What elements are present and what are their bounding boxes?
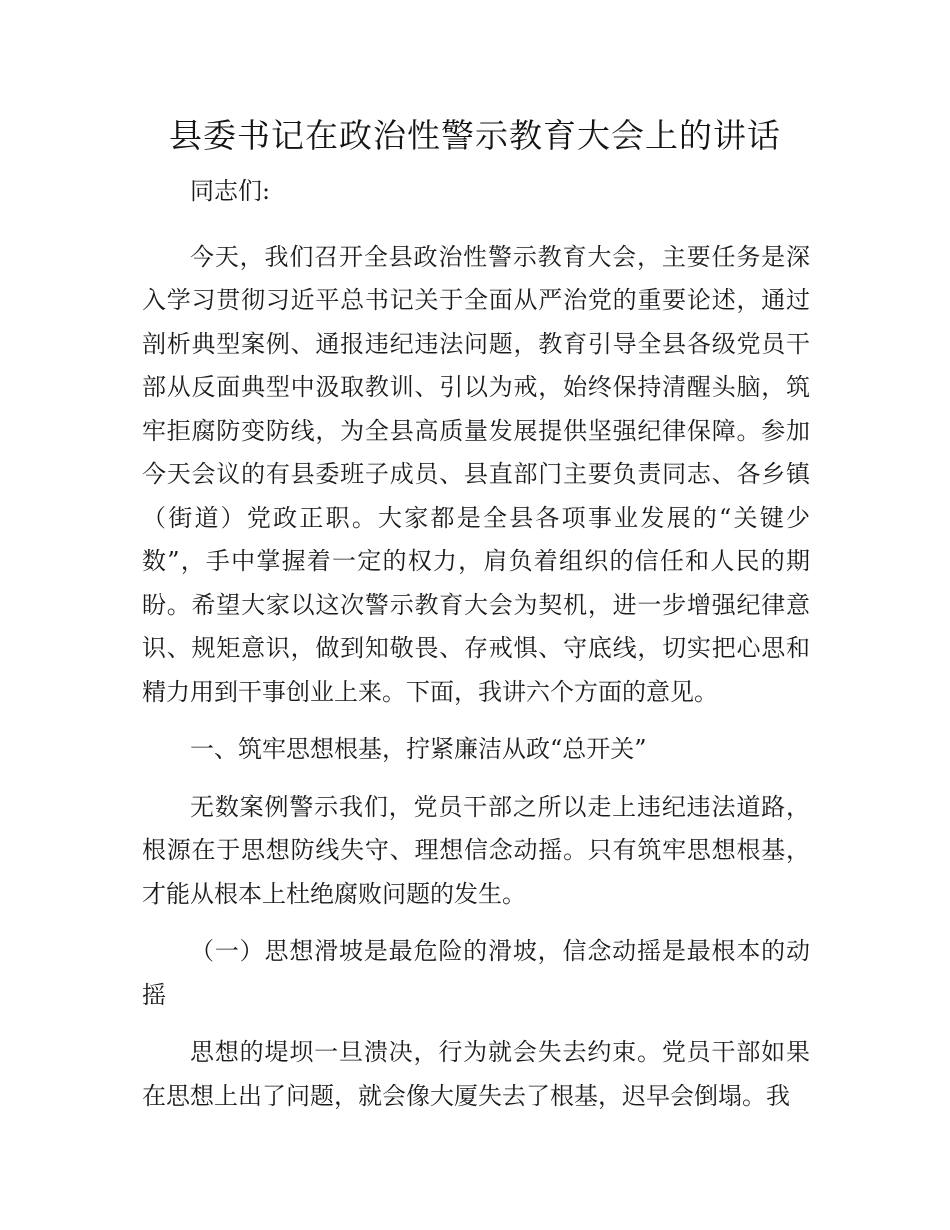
paragraph-section-1: 无数案例警示我们，党员干部之所以走上违纪违法道路，根源在于思想防线失守、理想信念动摇。只有筑牢思想根基，才能从根本上杜绝腐败问题的发生。 bbox=[142, 792, 810, 908]
document-body bbox=[142, 170, 810, 1132]
document-title: 县委书记在政治性警示教育大会上的讲话 bbox=[169, 116, 781, 155]
subsection-heading-1: （一）思想滑坡是最危险的滑坡，信念动摇是最根本的动摇 bbox=[142, 937, 810, 1009]
salutation: 同志们: bbox=[190, 177, 271, 205]
paragraph-subsection-1: 思想的堤坝一旦溃决，行为就会失去约束。党员干部如果在思想上出了问题，就会像大厦失去了根基，迟早会倒塌。我 bbox=[142, 1038, 810, 1110]
paragraph-intro: 今天，我们召开全县政治性警示教育大会，主要任务是深入学习贯彻习近平总书记关于全面从严治党的重要论述，通过剖析典型案例、通报违纪违法问题，教育引导全县各级党员干部从反面典型中汲取教训、引以为戒，始终保持清醒头脑，筑牢拒腐防变防线，为全县高质量发展提供坚强纪律保障。参加今天会议的有县委班子成员、县直部门主要负责同志、各乡镇（街道）党政正职。大家都是全县各项事业发展的“关键少数”，手中掌握着一定的权力，肩负着组织的信任和人民的期盼。希望大家以这次警示教育大会为契机，进一步增强纪律意识、规矩意识，做到知敬畏、存戒惧、守底线，切实把心思和精力用到干事创业上来。下面，我讲六个方面的意见。 bbox=[142, 242, 810, 706]
section-heading-1: 一、筑牢思想根基，拧紧廉洁从政“总开关” bbox=[190, 735, 647, 763]
